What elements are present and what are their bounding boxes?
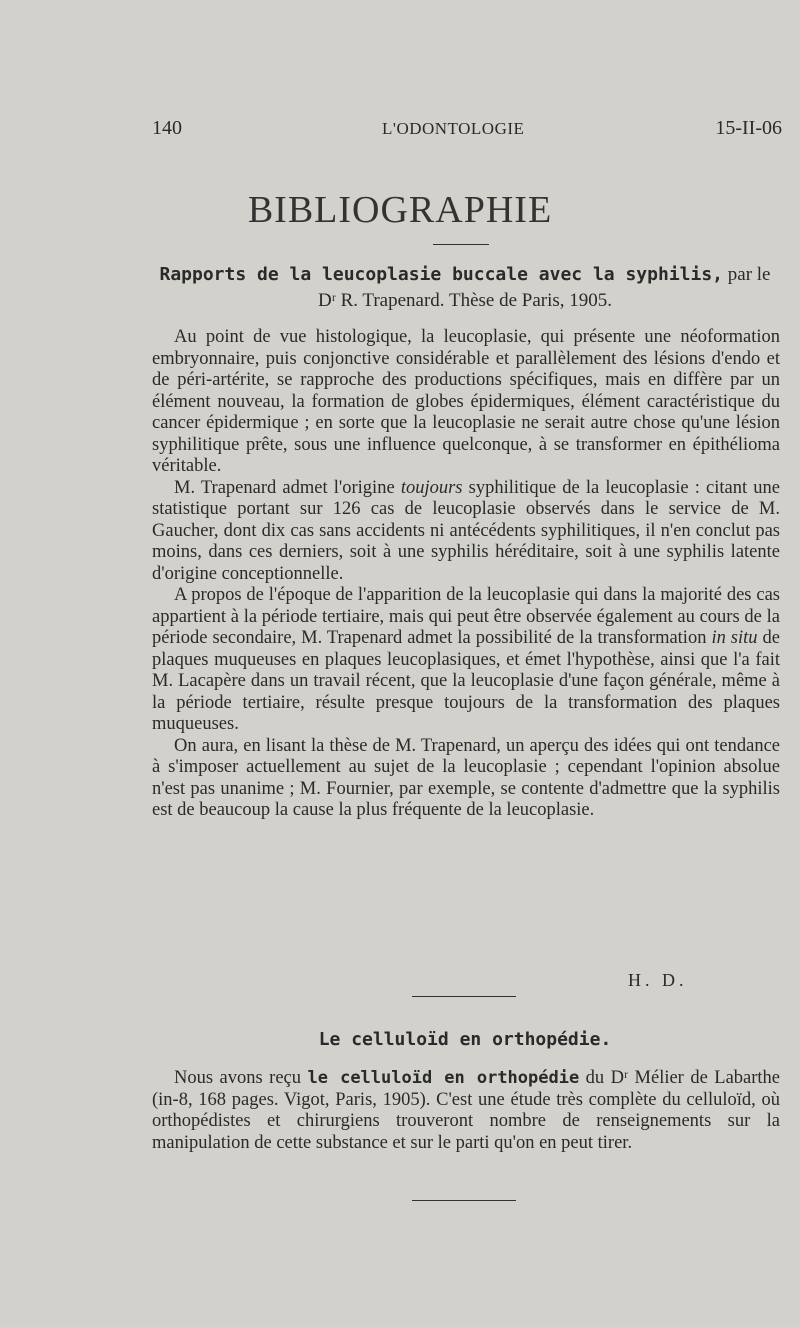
paragraph [152,585,780,736]
paragraph [152,1068,780,1154]
section-title: Le celluloïd en orthopédie. [318,1029,612,1050]
paragraph [152,478,780,586]
divider [412,1200,516,1201]
journal-name: L'ODONTOLOGIE [382,119,525,138]
bold-text: le celluloïd en orthopédie [307,1068,580,1088]
page-number: 140 [152,117,182,139]
signature: H. D. [628,970,688,990]
article-body [152,327,780,822]
text-run: Nous avons reçu [174,1068,308,1088]
paragraph: On aura, en lisant la thèse de M. Trapenard, un aperçu des idées qui ont tendance à s'imposer actuellement au sujet de la leucoplasie ; cependant l'opinion absolue n'est pas unanime ; M. Fournier, par exemple, se contente d'admettre que la syphilis est de beaucoup la cause la plus fréquente de la leucoplasie. [152,735,780,820]
text-run: du Dʳ Mélier de Labarthe (in-8, 168 pages. Vigot, Paris, 1905). C'est une étude très complète du celluloïd, où orthopédistes et chirurgiens trouveront nombre de renseignements sur la manipulation de cette substance et sur le parti qu'on en peut tirer. [152,1068,781,1153]
italic-text: toujours [400,477,463,498]
running-head [152,117,782,145]
divider [433,244,489,245]
article-title: Rapports de la leucoplasie buccale avec la syphilis, [159,264,724,285]
text-run: A propos de l'époque de l'apparition de la leucoplasie qui dans la majorité des cas appartient à la période tertiaire, mais qui peut être observée également au cours de la période secondaire, M. Trapenard admet la possibilité de la transformation [152,585,780,648]
text-run: de plaques muqueuses en plaques leucoplasiques, et émet l'hypothèse, ainsi que l'a fait M. Lacapère dans un travail récent, que la leucoplasie d'une façon générale, même à la période tertiaire, résulte presque toujours de la transformation des plaques muqueuses. [152,628,780,734]
article-heading [150,262,780,314]
italic-text: in situ [711,628,758,648]
text-run: syphilitique de la leucoplasie : citant une statistique portant sur 126 cas de leucoplasie observés dans le service de M. Gaucher, dont dix cas sans accidents ni antécédents syphilitiques, il n'en conclut pas moins, dans ces derniers, soit à une syphilis héréditaire, soit à une syphilis latente d'origine conceptionnelle. [152,477,780,584]
text-run: M. Trapenard admet l'origine [174,477,401,498]
page-title: BIBLIOGRAPHIE [247,189,553,231]
issue-date: 15-II-06 [715,117,782,139]
paragraph: Au point de vue histologique, la leucoplasie, qui présente une néoformation embryonnaire, puis conjonctive considérable et parallèlement des lésions d'endo et de péri-artérite, se rapproche des productions spécifiques, mais en diffère par un élément nouveau, la formation de globes épidermiques, élément caractéristique du cancer épidermique ; en sorte que la leucoplasie ne serait autre chose qu'une lésion syphilitique prête, sous une influence quelconque, à se transformer en épithélioma véritable. [152,327,780,476]
article-byline: par le Dʳ R. Trapenard. Thèse de Paris, 1905. [317,264,771,311]
divider [412,996,516,997]
article-body [152,1068,780,1154]
